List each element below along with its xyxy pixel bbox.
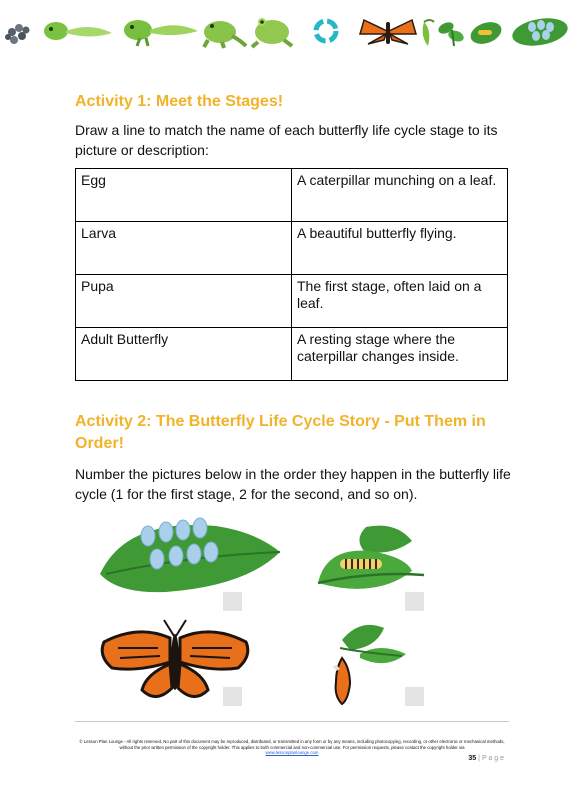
answer-box-eggs[interactable]: [223, 592, 242, 611]
tadpole-legs-icon: [124, 20, 198, 46]
page-label: P a g e: [481, 755, 504, 762]
caterpillar-on-leaves-icon: [316, 521, 426, 597]
activity1-instructions: Draw a line to match the name of each butterfly life cycle stage to its picture or description:: [75, 122, 498, 158]
eggs-on-leaf-icon: [96, 516, 282, 596]
frog-eggs-icon: [5, 24, 30, 44]
sprout-icon: [437, 20, 466, 46]
activity1-heading: Activity 1: Meet the Stages!: [75, 93, 284, 110]
stage-description: A beautiful butterfly flying.: [292, 222, 508, 275]
monarch-butterfly-icon: [360, 20, 416, 44]
table-row: [76, 222, 508, 275]
answer-box-chrysalis[interactable]: [405, 687, 424, 706]
caterpillar: [340, 559, 382, 569]
copyright-notice: [75, 739, 509, 756]
froglet-icon: [204, 21, 246, 48]
table-row: [76, 169, 508, 222]
answer-box-caterpillar[interactable]: [405, 592, 424, 611]
activity2-instructions: Number the pictures below in the order they happen in the butterfly life cycle (1 for the first stage, 2 for the second, and so on).: [75, 466, 511, 502]
table-row: [76, 275, 508, 328]
answer-box-butterfly[interactable]: [223, 687, 242, 706]
stage-name: Adult Butterfly: [76, 328, 292, 381]
stage-description: A resting stage where the caterpillar changes inside.: [292, 328, 508, 381]
footer-divider: [75, 721, 509, 722]
chrysalis-icon: [330, 618, 410, 706]
copyright-text: © Lesson Plan Lounge - All rights reserved. No part of this document may be reproduced, distributed, or transmitted in any form or by any means, including photocopying, recording, or other electronic or mechanical methods, without the prior written permission of the copyright holder. This applies to both commercial and non-commercial use. For permission requests, please contact the copyright holder via: [79, 739, 505, 750]
table-row: [76, 328, 508, 381]
stage-name: Larva: [76, 222, 292, 275]
tadpole-icon: [44, 22, 112, 40]
frog-icon: [252, 18, 292, 47]
page-number: 35 | P a g e: [468, 755, 504, 762]
stage-name: Egg: [76, 169, 292, 222]
stage-description: A caterpillar munching on a leaf.: [292, 169, 508, 222]
cycle-arrows-icon: [316, 21, 336, 41]
stage-description: The first stage, often laid on a leaf.: [292, 275, 508, 328]
match-table: [75, 168, 508, 381]
activity2-heading: Activity 2: The Butterfly Life Cycle Story - Put Them in Order!: [75, 413, 486, 452]
page-number-value: 35: [468, 755, 477, 762]
stage-name: Pupa: [76, 275, 292, 328]
chrysalis-icon: [423, 20, 434, 46]
life-cycle-banner: [0, 0, 586, 56]
caterpillar-leaf-icon: [468, 18, 505, 48]
website-link[interactable]: www.lessonplanlounge.com: [265, 750, 319, 755]
eggs-leaf-icon: [510, 14, 570, 49]
